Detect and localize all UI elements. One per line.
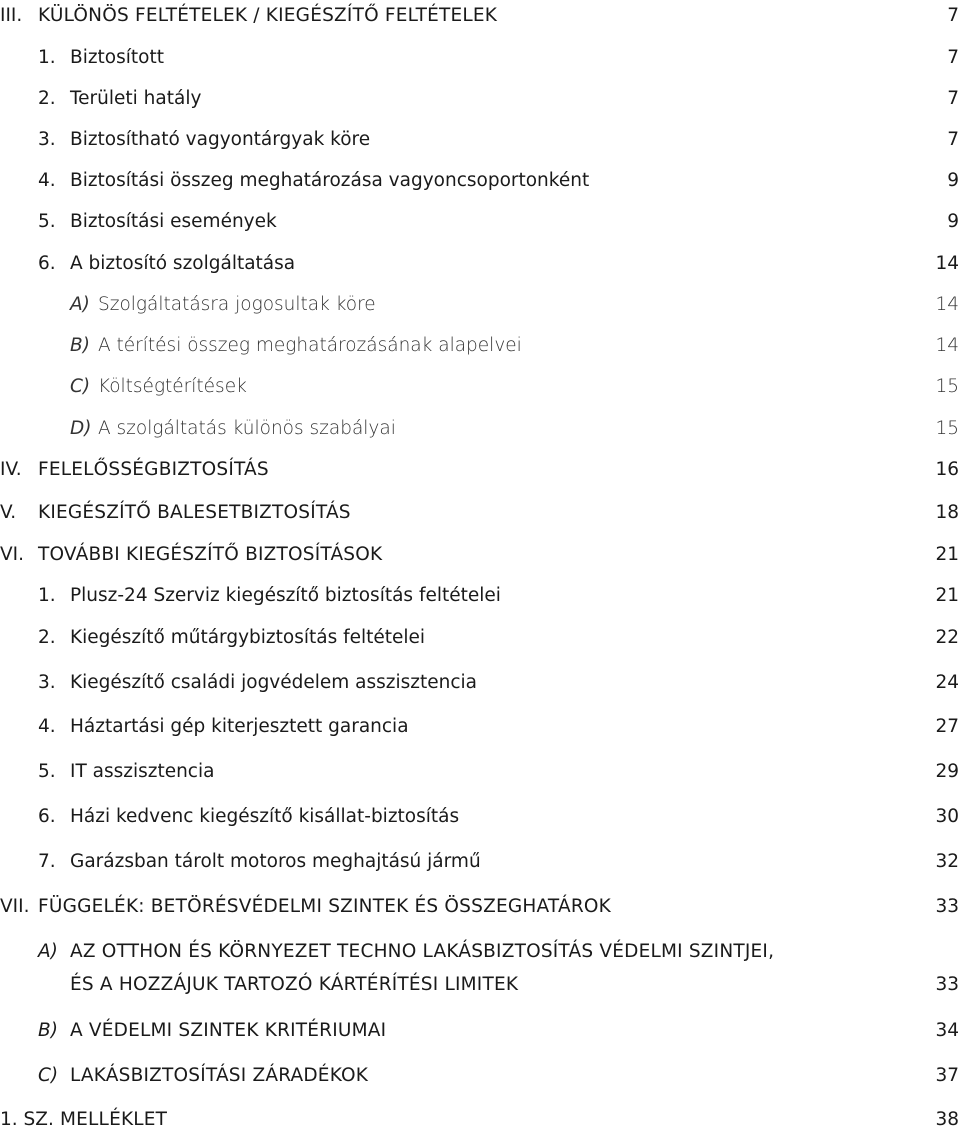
toc-entry-number: VI.	[0, 544, 24, 565]
toc-entry[interactable]	[0, 540, 960, 570]
toc-entry-title: KIEGÉSZÍTŐ BALESETBIZTOSÍTÁS	[38, 502, 351, 523]
toc-entry-number: 6.	[38, 253, 56, 274]
toc-entry[interactable]	[0, 802, 960, 832]
toc-entry[interactable]	[0, 1105, 960, 1135]
toc-entry[interactable]	[0, 892, 960, 922]
toc-entry-number: 6.	[38, 806, 56, 827]
toc-entry-number: 2.	[38, 88, 56, 109]
toc-entry-title: Szolgáltatásra jogosultak köre	[98, 294, 376, 315]
toc-entry-title: Házi kedvenc kiegészítő kisállat-biztosítás	[70, 806, 460, 827]
toc-entry-title: A biztosító szolgáltatása	[70, 253, 296, 274]
toc-entry-title: Biztosítási összeg meghatározása vagyoncsoportonként	[70, 170, 590, 191]
toc-entry-page: 32	[935, 851, 959, 872]
toc-entry-number: 1. SZ.	[0, 1109, 54, 1130]
toc-entry[interactable]	[0, 937, 960, 967]
toc-entry-title: TOVÁBBI KIEGÉSZÍTŐ BIZTOSÍTÁSOK	[38, 544, 383, 565]
toc-entry-page: 14	[935, 335, 959, 356]
toc-entry[interactable]	[0, 1061, 960, 1091]
toc-entry-title: A térítési összeg meghatározásának alapelvei	[98, 335, 522, 356]
toc-entry-title: MELLÉKLET	[60, 1109, 168, 1130]
toc-entry-number: C)	[38, 1065, 59, 1086]
toc-entry-page: 7	[947, 88, 959, 109]
toc-entry-number: 4.	[38, 716, 56, 737]
toc-entry[interactable]	[0, 331, 960, 361]
toc-entry[interactable]	[0, 712, 960, 742]
toc-entry-title: AZ OTTHON ÉS KÖRNYEZET TECHNO LAKÁSBIZTOSÍTÁS VÉDELMI SZINTJEI,	[70, 941, 775, 962]
toc-entry-number: 3.	[38, 672, 56, 693]
toc-entry-page: 30	[935, 806, 959, 827]
toc-entry-number: D)	[70, 418, 92, 439]
toc-entry-title: FÜGGELÉK: BETÖRÉSVÉDELMI SZINTEK ÉS ÖSSZEGHATÁROK	[38, 896, 611, 917]
toc-entry-continuation[interactable]	[0, 970, 960, 1000]
toc-entry-page: 34	[935, 1020, 959, 1041]
toc-entry-page: 29	[935, 761, 959, 782]
toc-entry-page: 18	[935, 502, 959, 523]
toc-entry-number: III.	[0, 5, 23, 26]
toc-entry-number: B)	[38, 1020, 58, 1041]
toc-entry-number: 1.	[38, 47, 56, 68]
toc-entry-number: 2.	[38, 627, 56, 648]
toc-entry-page: 15	[935, 418, 959, 439]
toc-entry-page: 21	[935, 544, 959, 565]
toc-entry-number: B)	[70, 335, 90, 356]
toc-entry-title: Garázsban tárolt motoros meghajtású jármű	[70, 851, 481, 872]
toc-entry-page: 33	[935, 896, 959, 917]
toc-entry[interactable]	[0, 125, 960, 155]
toc-entry-number: A)	[70, 294, 90, 315]
toc-entry-title: FELELŐSSÉGBIZTOSÍTÁS	[38, 459, 269, 480]
toc-entry-page: 9	[947, 211, 959, 232]
toc-entry[interactable]	[0, 166, 960, 196]
toc-entry-page: 38	[935, 1109, 959, 1130]
toc-entry[interactable]	[0, 757, 960, 787]
toc-entry[interactable]	[0, 43, 960, 73]
toc-entry-page: 7	[947, 5, 959, 26]
toc-entry-number: 7.	[38, 851, 56, 872]
toc-entry[interactable]	[0, 498, 960, 528]
toc-entry-title: Kiegészítő műtárgybiztosítás feltételei	[70, 627, 426, 648]
toc-entry[interactable]	[0, 414, 960, 444]
toc-entry-page: 33	[935, 974, 959, 995]
toc-entry-title: ÉS A HOZZÁJUK TARTOZÓ KÁRTÉRÍTÉSI LIMITEK	[70, 974, 519, 995]
toc-entry-title: A VÉDELMI SZINTEK KRITÉRIUMAI	[70, 1020, 387, 1041]
toc-entry-title: Kiegészítő családi jogvédelem asszisztencia	[70, 672, 478, 693]
toc-entry-title: IT asszisztencia	[70, 761, 215, 782]
toc-entry[interactable]	[0, 249, 960, 279]
toc-entry[interactable]	[0, 668, 960, 698]
toc-entry-number: V.	[0, 502, 17, 523]
toc-entry-page: 7	[947, 47, 959, 68]
toc-entry-page: 15	[935, 376, 959, 397]
toc-entry-title: Biztosítható vagyontárgyak köre	[70, 129, 371, 150]
toc-entry-number: 1.	[38, 585, 56, 606]
toc-entry-title: A szolgáltatás különös szabályai	[98, 418, 396, 439]
toc-entry[interactable]	[0, 372, 960, 402]
toc-entry-page: 14	[935, 294, 959, 315]
toc-entry-number: 5.	[38, 211, 56, 232]
toc-entry-number: 3.	[38, 129, 56, 150]
toc-entry-page: 37	[935, 1065, 959, 1086]
toc-entry-title: Területi hatály	[70, 88, 202, 109]
toc-entry-number: 4.	[38, 170, 56, 191]
toc-entry[interactable]	[0, 581, 960, 611]
toc-entry-number: C)	[70, 376, 91, 397]
toc-entry-page: 27	[935, 716, 959, 737]
toc-entry-page: 21	[935, 585, 959, 606]
toc-entry[interactable]	[0, 290, 960, 320]
toc-entry-page: 7	[947, 129, 959, 150]
toc-entry[interactable]	[0, 207, 960, 237]
toc-entry[interactable]	[0, 455, 960, 485]
toc-entry-number: 5.	[38, 761, 56, 782]
toc-entry-page: 16	[935, 459, 959, 480]
toc-entry-number: IV.	[0, 459, 22, 480]
toc-entry-title: Plusz-24 Szerviz kiegészítő biztosítás feltételei	[70, 585, 501, 606]
toc-entry-title: Biztosított	[70, 47, 164, 68]
toc-entry-page: 9	[947, 170, 959, 191]
toc-entry-title: Biztosítási események	[70, 211, 277, 232]
toc-entry-page: 24	[935, 672, 959, 693]
toc-entry-number: VII.	[0, 896, 30, 917]
toc-entry[interactable]	[0, 847, 960, 877]
toc-entry-number: A)	[38, 941, 58, 962]
toc-entry[interactable]	[0, 1016, 960, 1046]
toc-entry-page: 14	[935, 253, 959, 274]
toc-entry-title: LAKÁSBIZTOSÍTÁSI ZÁRADÉKOK	[70, 1065, 369, 1086]
toc-entry-title: Költségtérítések	[98, 376, 247, 397]
toc-entry[interactable]	[0, 1, 960, 31]
toc-entry[interactable]	[0, 84, 960, 114]
toc-entry[interactable]	[0, 623, 960, 653]
toc-entry-title: KÜLÖNÖS FELTÉTELEK / KIEGÉSZÍTŐ FELTÉTELEK	[38, 5, 498, 26]
toc-entry-title: Háztartási gép kiterjesztett garancia	[70, 716, 409, 737]
toc-entry-page: 22	[935, 627, 959, 648]
